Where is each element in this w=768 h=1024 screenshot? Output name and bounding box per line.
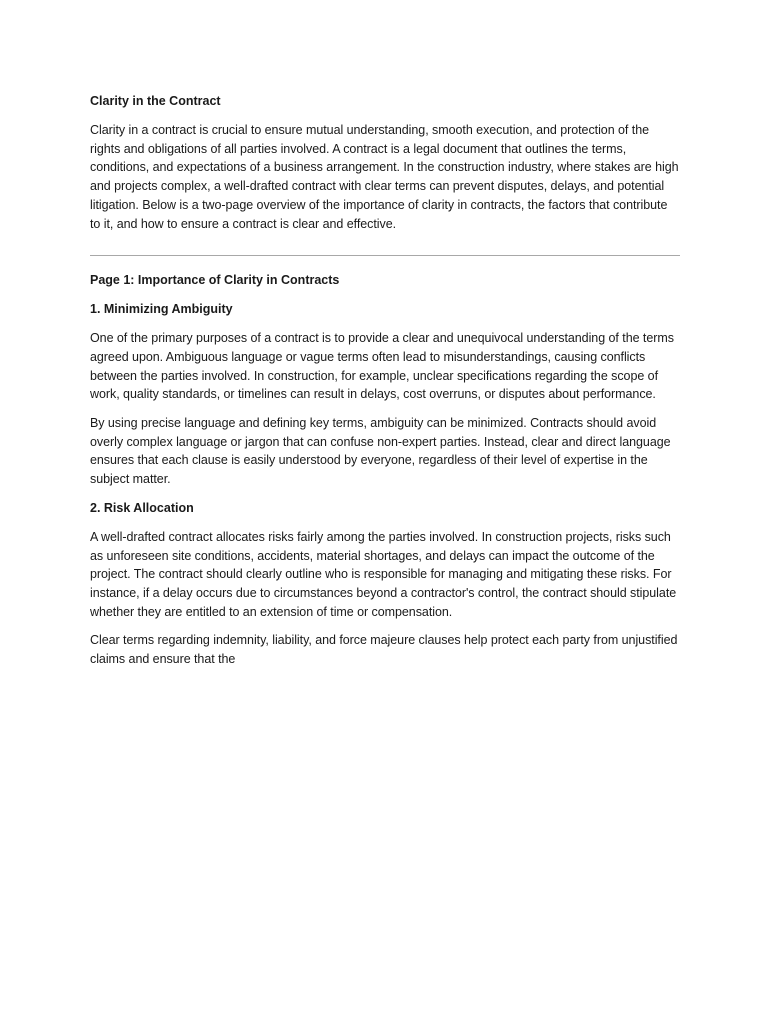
section-heading-ambiguity: 1. Minimizing Ambiguity bbox=[90, 302, 233, 317]
body-paragraph: Clear terms regarding indemnity, liability, and force majeure clauses help protect each party from unjustified claims and ensure that the bbox=[90, 633, 678, 667]
document-title: Clarity in the Contract bbox=[90, 94, 221, 108]
intro-paragraph: Clarity in a contract is crucial to ensure mutual understanding, smooth execution, and protection of the rights and obligations of all parties involved. A contract is a legal document that outlines the terms, conditions, and expectations of a business arrangement. In the construction industry, where stakes are high and projects complex, a well-drafted contract with clear terms can prevent disputes, delays, and potential litigation. Below is a two-page overview of the importance of clarity in contracts, the factors that contribute to it, and how to ensure a contract is clear and effective. bbox=[90, 123, 679, 231]
page-heading: Page 1: Importance of Clarity in Contracts bbox=[90, 273, 340, 288]
body-paragraph: One of the primary purposes of a contract is to provide a clear and unequivocal understanding of the terms agreed upon. Ambiguous language or vague terms often lead to misunderstandings, causing conflicts between the parties involved. In construction, for example, unclear specifications regarding the scope of work, quality standards, or timelines can result in delays, cost overruns, or disputes about performance. bbox=[90, 331, 674, 402]
body-paragraph: A well-drafted contract allocates risks fairly among the parties involved. In construction projects, risks such as unforeseen site conditions, accidents, material shortages, and delays can impact the outcome of the project. The contract should clearly outline who is responsible for managing and mitigating these risks. For instance, if a delay occurs due to circumstances beyond a contractor's control, the contract should stipulate whether they are entitled to an extension of time or compensation. bbox=[90, 529, 677, 619]
document-page bbox=[90, 92, 680, 679]
body-paragraph: By using precise language and defining key terms, ambiguity can be minimized. Contracts should avoid overly complex language or jargon that can confuse non-expert parties. Instead, clear and direct language ensures that each clause is easily understood by everyone, regardless of their level of expertise in the subject matter. bbox=[90, 416, 671, 487]
section-divider bbox=[90, 255, 680, 256]
section-heading-risk: 2. Risk Allocation bbox=[90, 500, 194, 515]
